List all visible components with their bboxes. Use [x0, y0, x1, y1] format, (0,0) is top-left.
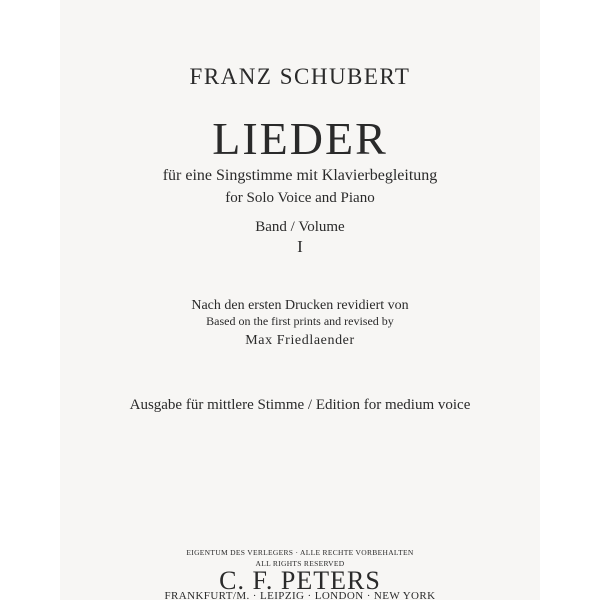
- volume-label: Band / Volume: [255, 219, 345, 235]
- publisher-name: C. F. PETERS: [219, 566, 381, 595]
- revision-note-english: Based on the first prints and revised by: [206, 314, 394, 328]
- rights-notice-english: ALL RIGHTS RESERVED: [255, 559, 345, 568]
- collection-title: LIEDER: [212, 113, 388, 164]
- rights-notice-german: EIGENTUM DES VERLEGERS · ALLE RECHTE VORBEHALTEN: [186, 548, 414, 557]
- publisher-cities: FRANKFURT/M. · LEIPZIG · LONDON · NEW YORK: [164, 590, 436, 600]
- editor-name: Max Friedlaender: [245, 333, 355, 348]
- subtitle-english: for Solo Voice and Piano: [225, 190, 375, 206]
- subtitle-german: für eine Singstimme mit Klavierbegleitung: [162, 167, 438, 184]
- volume-number: I: [297, 237, 303, 256]
- composer-name: FRANZ SCHUBERT: [189, 64, 411, 89]
- edition-note: Ausgabe für mittlere Stimme / Edition for medium voice: [129, 397, 471, 413]
- revision-note-german: Nach den ersten Drucken revidiert von: [191, 298, 409, 313]
